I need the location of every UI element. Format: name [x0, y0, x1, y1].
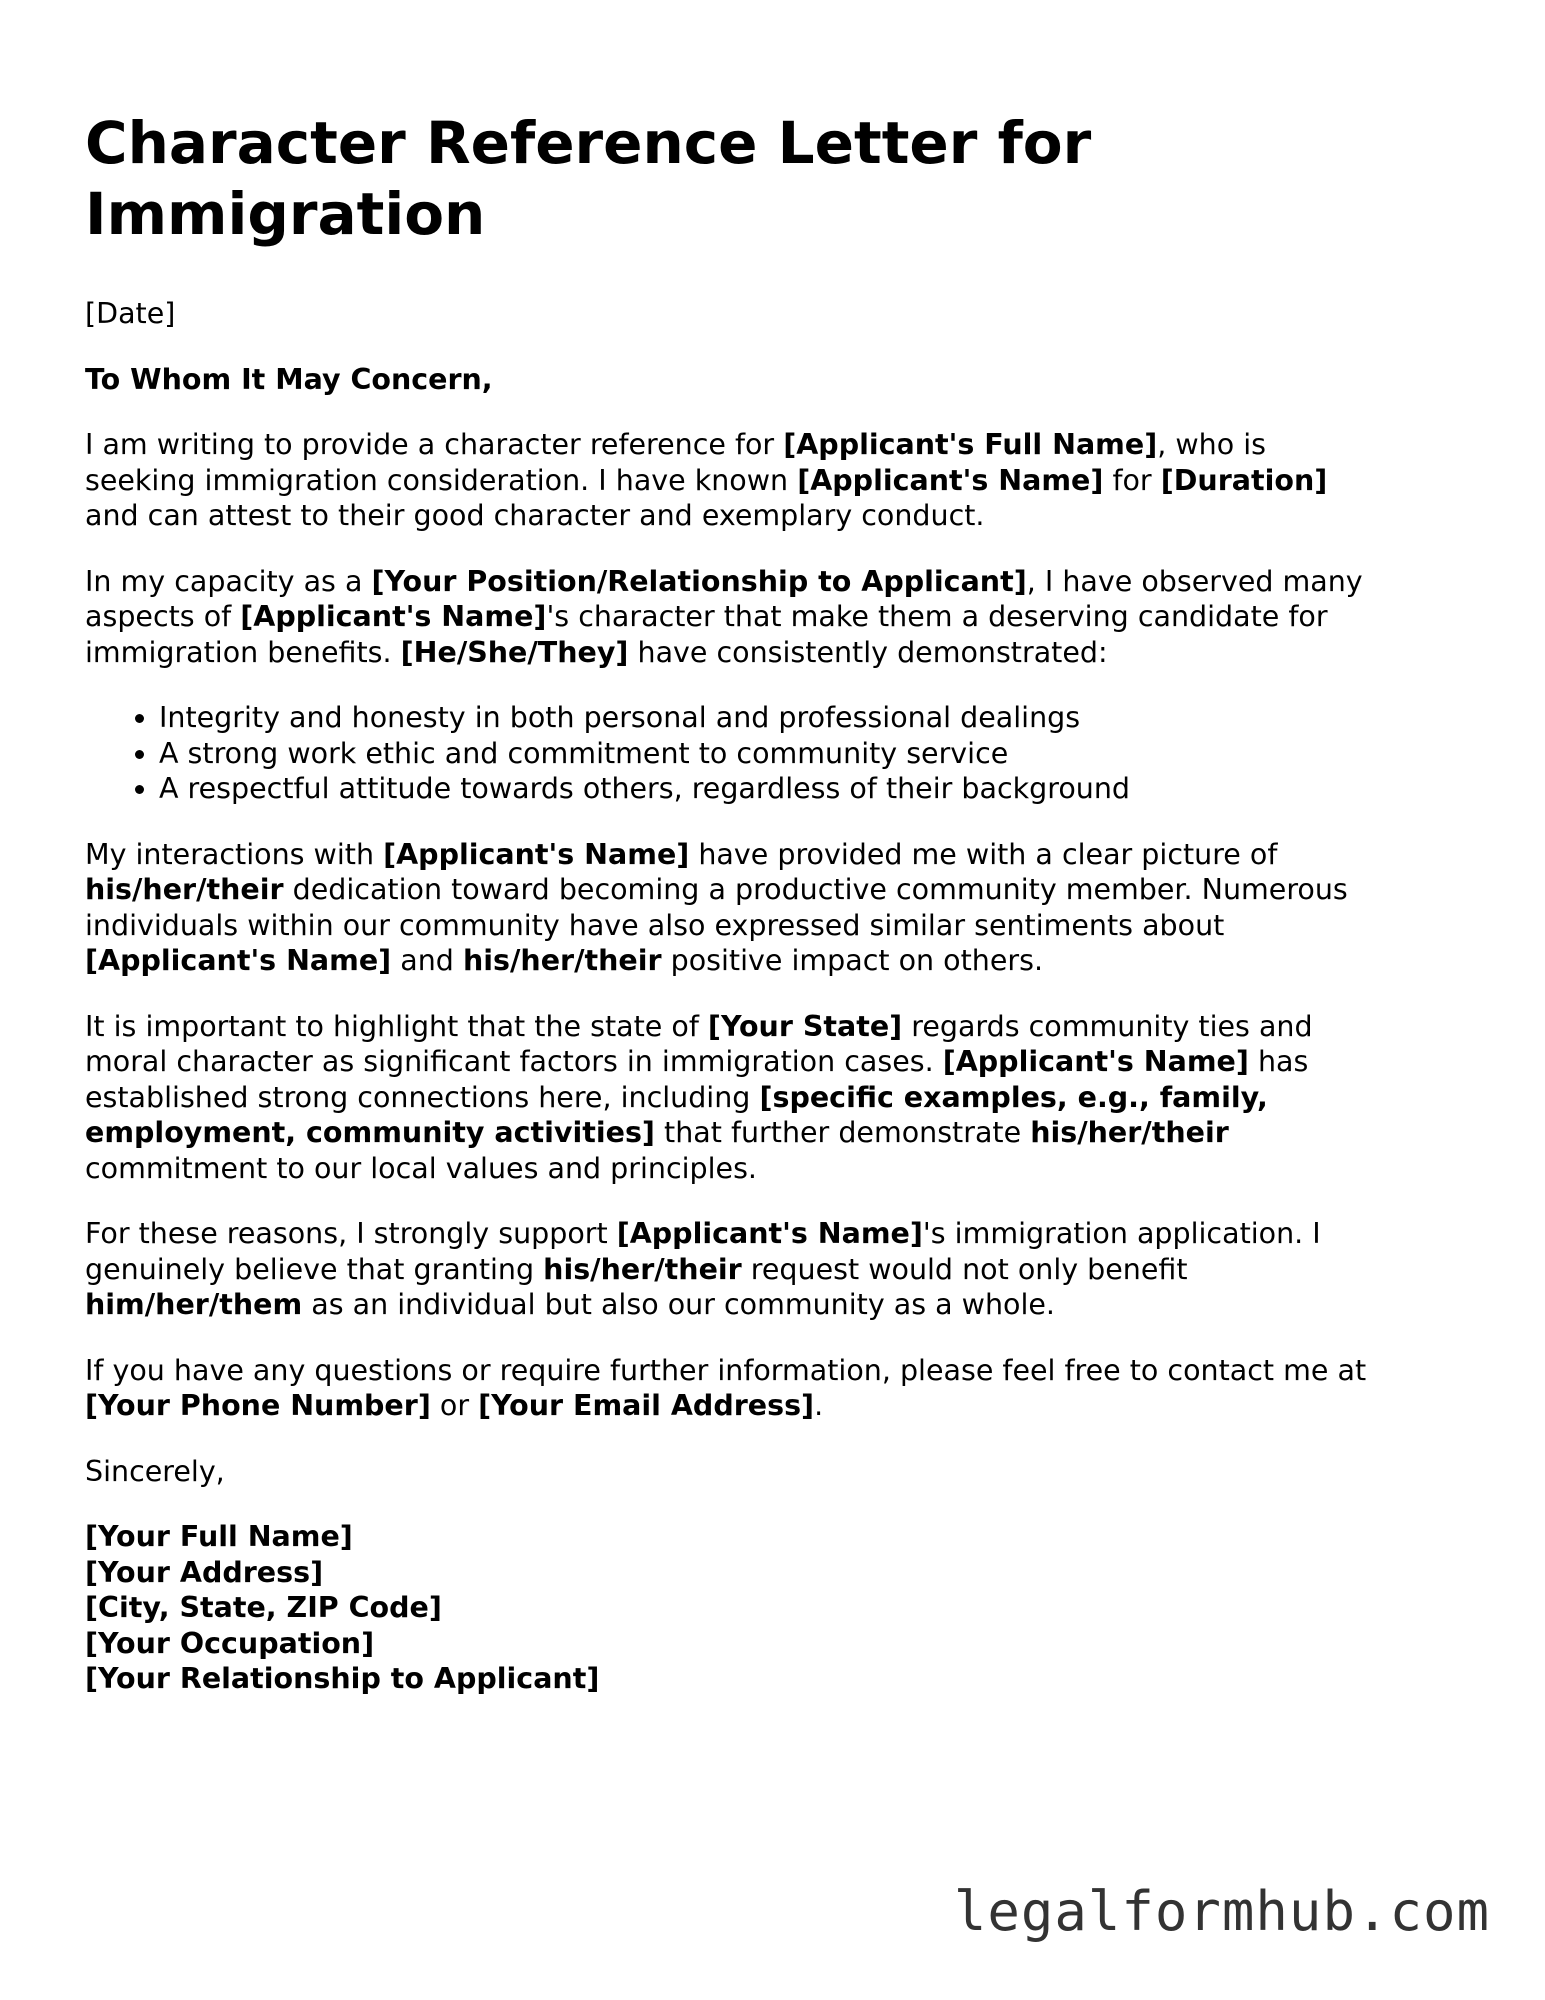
- text: established strong connections here, including: [85, 1080, 760, 1114]
- text: immigration benefits.: [85, 635, 401, 669]
- text: that further demonstrate: [654, 1116, 1031, 1149]
- text: 's immigration application. I: [922, 1217, 1321, 1250]
- text: I am writing to provide a character reference for: [85, 428, 784, 461]
- placeholder-pronoun: his/her/their: [1030, 1116, 1229, 1149]
- text: individuals within our community have also expressed similar sentiments about: [85, 908, 1225, 942]
- text: aspects of: [85, 600, 241, 633]
- list-item: • A strong work ethic and commitment to community service: [159, 736, 1465, 772]
- paragraph-community-ties: [85, 1009, 1465, 1187]
- signature-block: [85, 1519, 1465, 1697]
- placeholder-state: [Your State]: [707, 1009, 903, 1043]
- placeholder-examples: [specific examples, e.g., family,: [759, 1080, 1268, 1114]
- placeholder-phone: [Your Phone Number]: [85, 1389, 431, 1422]
- placeholder-email: [Your Email Address]: [478, 1389, 815, 1422]
- text: positive impact on others.: [661, 944, 1044, 977]
- list-item: • A respectful attitude towards others, regardless of their background: [159, 771, 1465, 807]
- placeholder-applicant-name: [Applicant's Name]: [383, 837, 690, 871]
- text: commitment to our local values and principles.: [85, 1151, 757, 1185]
- text: If you have any questions or require further information, please feel free to contact me at: [85, 1353, 1367, 1387]
- text: has: [1248, 1045, 1309, 1078]
- paragraph-interactions: [85, 837, 1465, 979]
- text: regards community ties and: [902, 1009, 1313, 1043]
- text: seeking immigration consideration. I have known: [85, 463, 798, 497]
- paragraph-capacity: [85, 564, 1465, 671]
- signature-city: [City, State, ZIP Code]: [85, 1591, 442, 1624]
- paragraph-intro: [85, 427, 1465, 534]
- placeholder-position: [Your Position/Relationship to Applicant]: [371, 564, 1027, 598]
- text: moral character as significant factors in immigration cases.: [85, 1045, 943, 1078]
- text: In my capacity as a: [85, 564, 372, 598]
- text: have provided me with a clear picture of: [689, 837, 1278, 871]
- text: 's character that make them a deserving candidate for: [546, 600, 1328, 633]
- placeholder-pronoun: his/her/their: [85, 873, 284, 906]
- placeholder-pronoun: his/her/their: [543, 1252, 742, 1286]
- closing: Sincerely,: [85, 1454, 225, 1488]
- text: It is important to highlight that the state of: [85, 1009, 708, 1043]
- text: .: [814, 1389, 824, 1422]
- text: have consistently demonstrated:: [628, 635, 1108, 669]
- text: as an individual but also our community as a whole.: [302, 1288, 1055, 1321]
- text: , who is: [1157, 428, 1266, 461]
- qualities-list: [85, 700, 1465, 807]
- date-line: [Date]: [85, 297, 176, 330]
- text: For these reasons, I strongly support: [85, 1217, 617, 1250]
- site-watermark: legalformhub.com: [953, 1880, 1490, 1943]
- placeholder-duration: [Duration]: [1160, 463, 1328, 497]
- text: dedication toward becoming a productive community member. Numerous: [283, 873, 1348, 906]
- text: My interactions with: [85, 837, 384, 871]
- signature-address: [Your Address]: [85, 1555, 324, 1589]
- paragraph-contact: [85, 1353, 1465, 1424]
- text: genuinely believe that granting: [85, 1252, 544, 1286]
- list-item: • Integrity and honesty in both personal and professional dealings: [159, 700, 1465, 736]
- text: request would not only benefit: [741, 1252, 1188, 1286]
- placeholder-pronoun: his/her/their: [462, 944, 662, 977]
- paragraph-support: [85, 1216, 1465, 1323]
- placeholder-applicant-name: [Applicant's Name]: [797, 463, 1104, 497]
- signature-relationship: [Your Relationship to Applicant]: [85, 1662, 600, 1695]
- text: and can attest to their good character and exemplary conduct.: [85, 499, 985, 532]
- letter-document: [85, 108, 1465, 1697]
- placeholder-applicant-full-name: [Applicant's Full Name]: [783, 428, 1158, 461]
- placeholder-pronoun: [He/She/They]: [400, 635, 629, 669]
- placeholder-applicant-name: [Applicant's Name]: [85, 944, 392, 977]
- text: for: [1103, 463, 1161, 497]
- placeholder-applicant-name: [Applicant's Name]: [616, 1217, 923, 1250]
- signature-occupation: [Your Occupation]: [85, 1626, 375, 1660]
- placeholder-pronoun: him/her/them: [85, 1288, 303, 1321]
- text: or: [430, 1389, 479, 1422]
- document-title: Character Reference Letter for Immigration: [85, 109, 1092, 248]
- text: , I have observed many: [1026, 564, 1363, 598]
- text: and: [391, 944, 463, 977]
- salutation: [85, 362, 1465, 398]
- salutation-text: To Whom It May Concern,: [85, 362, 493, 396]
- placeholder-examples: employment, community activities]: [85, 1116, 655, 1149]
- signature-name: [Your Full Name]: [85, 1520, 353, 1553]
- placeholder-applicant-name: [Applicant's Name]: [942, 1045, 1249, 1078]
- placeholder-applicant-name: [Applicant's Name]: [240, 600, 547, 633]
